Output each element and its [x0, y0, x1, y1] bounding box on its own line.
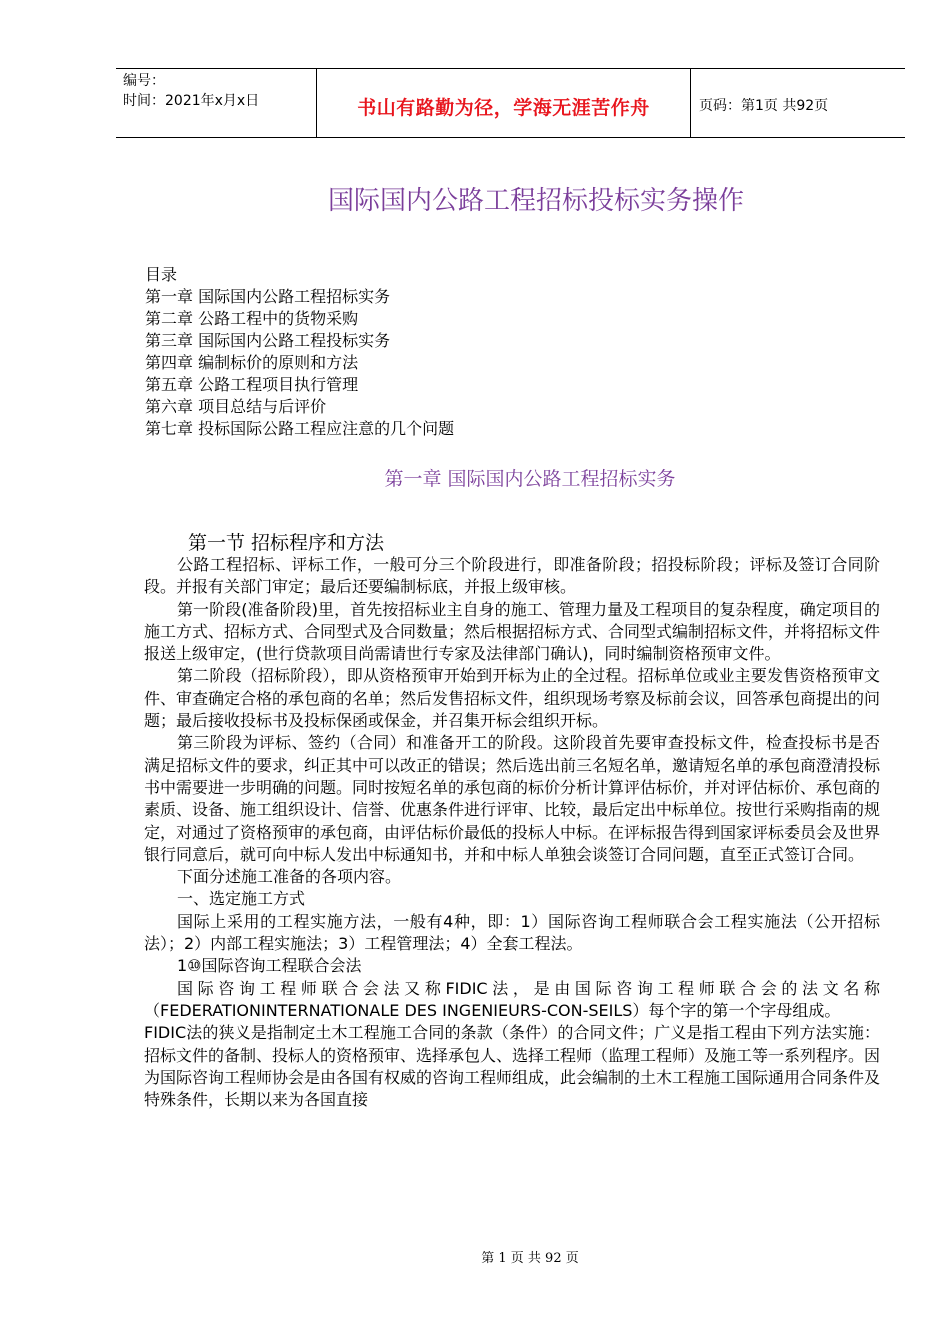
- paragraph: 第三阶段为评标、签约（合同）和准备开工的阶段。这阶段首先要审查投标文件，检查投标书是否满足招标文件的要求，纠正其中可以改正的错误；然后选出前三名短名单，邀请短名单的承包商澄清投标书中需要进一步明确的问题。同时按短名单的承包商的标价分析计算评估标价，并对评估标价、承包商的素质、设备、施工组织设计、信誉、优惠条件进行评审、比较，最后定出中标单位。按世行采购指南的规定，对通过了资格预审的承包商，由评估标价最低的投标人中标。在评标报告得到国家评标委员会及世界银行同意后，就可向中标人发出中标通知书，并和中标人单独会谈签订合同问题，直至正式签订合同。: [144, 733, 881, 864]
- paragraph: 国际上采用的工程实施方法，一般有4种，即：1）国际咨询工程师联合会工程实施法（公开招标法）；2）内部工程实施法；3）工程管理法；4）全套工程法。: [144, 911, 880, 954]
- document-time-label: 时间：2021年x月x日: [123, 93, 260, 109]
- paragraph: 公路工程招标、评标工作，一般可分三个阶段进行，即准备阶段；招投标阶段；评标及签订合同阶段。并报有关部门审定；最后还要编制标底，并报上级审核。: [144, 555, 880, 597]
- toc-item: 第七章 投标国际公路工程应注意的几个问题: [145, 419, 455, 438]
- subheading: 一、选定施工方式: [177, 889, 306, 909]
- header-table: [116, 68, 905, 138]
- table-of-contents: [145, 264, 454, 440]
- subheading: 1⑩国际咨询工程联合会法: [177, 956, 362, 976]
- header-meta-cell: [116, 69, 316, 137]
- page-code: 页码：第1页 共92页: [699, 98, 829, 114]
- header-motto-cell: [316, 69, 691, 137]
- body-text: [144, 554, 880, 1111]
- chapter-title: 第一章 国际国内公路工程招标实务: [384, 468, 676, 490]
- paragraph: 第一阶段(准备阶段)里，首先按招标业主自身的施工、管理力量及工程项目的复杂程度，确定项目的施工方式、招标方式、合同型式及合同数量；然后根据招标方式、合同型式编制招标文件，并将招标文件报送上级审定，(世行贷款项目尚需请世行专家及法律部门确认)，同时编制资格预审文件。: [144, 599, 881, 664]
- paragraph: 下面分述施工准备的各项内容。: [177, 867, 402, 887]
- motto-text: 书山有路勤为径，学海无涯苦作舟: [357, 97, 650, 119]
- toc-item: 第五章 公路工程项目执行管理: [145, 375, 359, 394]
- header-page-cell: [690, 69, 905, 137]
- toc-heading: 目录: [145, 265, 178, 284]
- document-number-label: 编号：: [123, 73, 165, 89]
- toc-item: 第六章 项目总结与后评价: [145, 397, 327, 416]
- document-title: 国际国内公路工程招标投标实务操作: [327, 186, 744, 216]
- paragraph: 国际咨询工程师联合会法又称FIDIC法，是由国际咨询工程师联合会的法文名称（FEDERATIONINTERNATIONALE DES INGENIEURS-CON-SEILS）每个字的第一个字母组成。: [144, 978, 880, 1020]
- toc-item: 第一章 国际国内公路工程招标实务: [145, 287, 391, 306]
- toc-item: 第二章 公路工程中的货物采购: [145, 309, 359, 328]
- paragraph: 第二阶段（招标阶段），即从资格预审开始到开标为止的全过程。招标单位或业主要发售资格预审文件、审查确定合格的承包商的名单；然后发售招标文件，组织现场考察及标前会议，回答承包商提出的问题；最后接收投标书及投标保函或保金，并召集开标会组织开标。: [144, 666, 881, 731]
- paragraph: FIDIC法的狭义是指制定土木工程施工合同的条款（条件）的合同文件；广义是指工程由下列方法实施：招标文件的备制、投标人的资格预审、选择承包人、选择工程师（监理工程师）及施工等一系列程序。因为国际咨询工程师协会是由各国有权威的咨询工程师组成，此会编制的土木工程施工国际通用合同条件及特殊条件，长期以来为各国直接: [144, 1023, 881, 1110]
- section-title: 第一节 招标程序和方法: [188, 532, 385, 554]
- toc-item: 第四章 编制标价的原则和方法: [145, 353, 359, 372]
- page-footer: 第 1 页 共 92 页: [481, 1251, 579, 1266]
- toc-item: 第三章 国际国内公路工程投标实务: [145, 331, 391, 350]
